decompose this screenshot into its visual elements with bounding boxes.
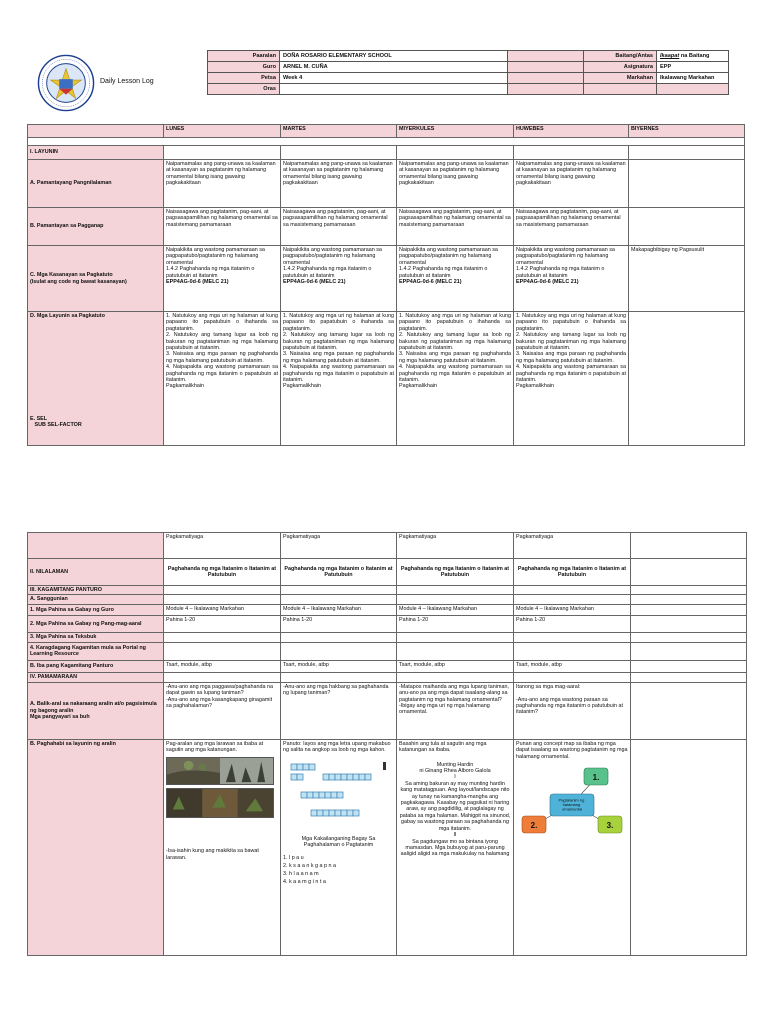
pagganap-thu: Naisasagawa ang pagtatanim, pag-aani, at pagsasapamilihan ng halamang ornamental sa masistemang pamamaraan bbox=[514, 208, 629, 246]
scrambled-word: 2. k s a a n k g a p n a bbox=[283, 862, 337, 869]
header-info-table bbox=[207, 50, 729, 95]
layunin-heading: I. LAYUNIN bbox=[28, 146, 164, 160]
iba-mon: Tsart, module, atbp bbox=[164, 660, 281, 672]
deped-seal-logo bbox=[37, 54, 95, 112]
paghahabi-mon: Pag-aralan ang mga larawan sa ibaba at sagutin ang mga katanungan. -Isa-isahin kung ang makikita sa bawat larawan. bbox=[164, 739, 281, 955]
day-header: BIYERNES bbox=[629, 125, 745, 138]
gabay-mag-thu: Pahina 1-20 bbox=[514, 615, 631, 632]
pamamaraan-heading: IV. PAMAMARAAN bbox=[28, 672, 164, 682]
asignatura-value: EPP bbox=[657, 62, 729, 73]
sel-wed: Pagkamatiyaga bbox=[397, 533, 514, 559]
concept-label-1: 1. bbox=[592, 773, 600, 783]
kasanayan-wed: Naipakikita ang wastong pamamaraan sa pagpapatubo/pagtatanim ng halamang ornamental 1.4.2 Paghahanda ng mga itatanim o patutubuin at itatanim EPP4AG-0d-6 (MELC 21) bbox=[397, 246, 514, 312]
gabay-mag-tue: Pahina 1-20 bbox=[281, 615, 397, 632]
layunin-tue: 1. Natutukoy ang mga uri ng halaman at kung papaano ito papatubuin o ihahanda sa pagtatanim. 2. Natutukoy ang tamang lugar sa loob ng bakuran ng pagtataniman ng mga halamang papatubuin at itatanim. 3. Naisaisa ang mga paraan ng paghahanda ng mga halamang patutubuin at itatanim. 4. Naipapakita ang wastong pamamaraan sa paghahanda ng mga itatanim o papatubuin at itatanim. Pagkamalikhain bbox=[281, 312, 397, 446]
pangnilalaman-mon: Naipamamalas ang pang-unawa sa kaalaman at kasanayan sa pagtatanim ng halamang ornamental bilang isang gawaing pagkakakitaan bbox=[164, 160, 281, 208]
pangnilalaman-tue: Naipamamalas ang pang-unawa sa kaalaman at kasanayan sa pagtatanim ng halamang ornamental bilang isang gawaing pagkakakitaan bbox=[281, 160, 397, 208]
nilalaman-wed: Paghahanda ng mga Itatanim o Itatanim at Patutubuin bbox=[397, 559, 514, 586]
day-header: MARTES bbox=[281, 125, 397, 138]
baitang-value: Ikaapat na Baitang bbox=[657, 51, 729, 62]
paaralan-label: Paaralan bbox=[208, 51, 280, 62]
gabay-mag-label: 2. Mga Pahina sa Gabay ng Pang-mag-aaral bbox=[28, 615, 164, 632]
scrambled-word: 3. h l a a n a m bbox=[283, 870, 319, 877]
pamantayang-pangnilalaman-label: A. Pamantayang Pangnilalaman bbox=[28, 160, 164, 208]
pangnilalaman-thu: Naipamamalas ang pang-unawa sa kaalaman at kasanayan sa pagtatanim ng halamang ornamental bilang isang gawaing pagkakakitaan bbox=[514, 160, 629, 208]
balik-aral-mon: -Anu-ano ang mga paggawa/paghahanda na dapat gawin sa lupang taniman? -Anu-ano ang mga kasangkapang ginagamit sa paghahalaman? bbox=[164, 682, 281, 739]
iba-tue: Tsart, module, atbp bbox=[281, 660, 397, 672]
concept-label-3: 3. bbox=[606, 821, 614, 831]
garden-photo-1 bbox=[166, 757, 274, 785]
pagganap-tue: Naisasagawa ang pagtatanim, pag-aani, at pagsasapamilihan ng halamang ornamental sa masistemang pamamaraan bbox=[281, 208, 397, 246]
nilalaman-tue: Paghahanda ng mga Itatanim o Itatanim at Patutubuin bbox=[281, 559, 397, 586]
guro-value: ARNEL M. CUÑA bbox=[280, 62, 508, 73]
gabay-guro-mon: Module 4 – Ikalawang Markahan bbox=[164, 604, 281, 615]
iba-pang-kagamitan-label: B. Iba pang Kagamitang Panturo bbox=[28, 660, 164, 672]
iba-wed: Tsart, module, atbp bbox=[397, 660, 514, 672]
balik-aral-wed: -Matapos maihanda ang mga lupang taniman, anu-ano pa ang mga dapat isaalang-alang sa pagtatanim ng mga halamang ornamental? -Ibigay ang mga uri ng mga halamang ornamental. bbox=[397, 682, 514, 739]
teksbuk-label: 3. Mga Pahina sa Teksbuk bbox=[28, 632, 164, 642]
pagganap-wed: Naisasagawa ang pagtatanim, pag-aani, at pagsasapamilihan ng halamang ornamental sa masistemang pamamaraan bbox=[397, 208, 514, 246]
layunin-wed: 1. Natutukoy ang mga uri ng halaman at kung papaano ito papatubuin o ihahanda sa pagtatanim. 2. Natutukoy ang tamang lugar sa loob ng bakuran ng pagtataniman ng mga halamang papatubuin at itatanim. 3. Naisaisa ang mga paraan ng paghahanda ng mga halamang patutubuin at itatanim. 4. Naipapakita ang wastong pamamaraan sa paghahanda ng mga itatanim o papatubuin at itatanim. Pagkamalikhain bbox=[397, 312, 514, 446]
layunin-thu: 1. Natutukoy ang mga uri ng halaman at kung papaano ito papatubuin o ihahanda sa pagtatanim. 2. Natutukoy ang tamang lugar sa loob ng bakuran ng pagtataniman ng mga halamang papatubuin at itatanim. 3. Naisaisa ang mga paraan ng paghahanda ng mga halamang patutubuin at itatanim. 4. Naipapakita ang wastong pamamaraan sa paghahanda ng mga itatanim o papatubuin at itatanim. Pagkamalikhain bbox=[514, 312, 629, 446]
petsa-value: Week 4 bbox=[280, 73, 508, 84]
concept-label-2: 2. bbox=[530, 821, 538, 831]
asignatura-label: Asignatura bbox=[584, 62, 657, 73]
paghahabi-wed: Basahin ang tula at sagutin ang mga katanungan sa ibaba. Munting Hardin ni Ginang Rhea Alboro Galola I Sa aming bakuran ay may munting hardin kang matatagpuan. Ang layout/landscape nito ay tunay na kamangha-mangha ang pagkakagawa. Kasabay ng pagsikat ni haring araw, ay ang pagdidilig, at paglalagay ng pataba sa mga halaman. Mahigpit na sinunod, gabay sa wastong paraan sa paghahanda ng mga itatanim. II Sa pagdungaw mo sa bintana iyong mamasdan. Mga bubuyog at paru-parung aaligid aligid sa mga makukulay na halamang bbox=[397, 739, 514, 955]
baitang-label: Baitang/Antas bbox=[584, 51, 657, 62]
gabay-guro-wed: Module 4 – Ikalawang Markahan bbox=[397, 604, 514, 615]
balik-aral-tue: -Anu-ano ang mga hakbang sa paghahanda ng lupang taniman? bbox=[281, 682, 397, 739]
day-header: LUNES bbox=[164, 125, 281, 138]
paaralan-value: DOÑA ROSARIO ELEMENTARY SCHOOL bbox=[280, 51, 508, 62]
paghahabi-label: B. Paghahabi sa layunin ng aralin bbox=[28, 739, 164, 955]
nilalaman-table bbox=[27, 532, 747, 956]
kasanayan-label: C. Mga Kasanayan sa Pagkatuto (Isulat ang code ng bawat kasanayan) bbox=[28, 246, 164, 312]
oras-value bbox=[280, 84, 508, 95]
gabay-mag-mon: Pahina 1-20 bbox=[164, 615, 281, 632]
scrambled-word: 1. l p a u bbox=[283, 854, 304, 861]
sel-label: E. SEL SUB SEL-FACTOR bbox=[30, 416, 82, 429]
gabay-mag-wed: Pahina 1-20 bbox=[397, 615, 514, 632]
balik-aral-thu: Itanong sa mga mag-aaral: -Anu-ano ang mga wastong paraan sa paghahanda ng mga itatanim o patutubuin at itatanim? bbox=[514, 682, 631, 739]
pangnilalaman-wed: Naipamamalas ang pang-unawa sa kaalaman at kasanayan sa pagtatanim ng halamang ornamental bilang isang gawaing pagkakakitaan bbox=[397, 160, 514, 208]
poem-munting-hardin: Munting Hardin ni Ginang Rhea Alboro Galola I Sa aming bakuran ay may munting hardin kang matatagpuan. Ang layout/landscape nito ay tunay na kamangha-mangha ang pagkakagawa. Kasabay ng pagsikat ni haring araw, ay ang pagdidilig, at paglalagay ng pataba sa mga halaman. Mahigpit na sinunod, gabay sa wastong paraan sa paghahanda ng mga itatanim. II Sa pagdungaw mo sa bintana iyong mamasdan. Mga bubuyog at paru-parung aaligid aligid sa mga makukulay na halamang bbox=[399, 761, 511, 858]
balik-aral-label: A. Balik-aral sa nakaraang aralin at/o pagsisimula ng bagong aralin Mga pangyayari sa buh bbox=[28, 682, 164, 739]
garden-photo-2 bbox=[166, 788, 274, 818]
kasanayan-thu: Naipakikita ang wastong pamamaraan sa pagpapatubo/pagtatanim ng halamang ornamental 1.4.2 Paghahanda ng mga itatanim o patutubuin at itatanim EPP4AG-0d-6 (MELC 21) bbox=[514, 246, 629, 312]
pagganap-mon: Naisasagawa ang pagtatanim, pag-aani, at pagsasapamilihan ng halamang ornamental sa masistemang pamamaraan bbox=[164, 208, 281, 246]
nilalaman-thu: Paghahanda ng mga Itatanim o Itatanim at Patutubuin bbox=[514, 559, 631, 586]
day-header: HUWEBES bbox=[514, 125, 629, 138]
dll-header bbox=[33, 50, 728, 116]
concept-map bbox=[516, 764, 628, 836]
concept-center-label: Pagtatanim ng halamang ornamental bbox=[558, 797, 585, 812]
day-header: MIYERKULES bbox=[397, 125, 514, 138]
scrambled-word: 4. k a a m g i n t a bbox=[283, 878, 326, 885]
word-puzzle-boxes bbox=[289, 760, 389, 830]
nilalaman-label: II. NILALAMAN bbox=[28, 559, 164, 586]
kasanayan-mon: Naipakikita ang wastong pamamaraan sa pagpapatubo/pagtatanim ng halamang ornamental 1.4.2 Paghahanda ng mga itatanim o patutubuin at itatanim EPP4AG-0d-6 (MELC 21) bbox=[164, 246, 281, 312]
kagamitan-heading: III. KAGAMITANG PANTURO bbox=[28, 586, 164, 595]
guro-label: Guro bbox=[208, 62, 280, 73]
petsa-label: Petsa bbox=[208, 73, 280, 84]
gabay-guro-tue: Module 4 – Ikalawang Markahan bbox=[281, 604, 397, 615]
paghahabi-tue: Panuto: Iayos ang mga letra upang makabuo ng salita na angkop sa loob ng mga kahon. Mga Kakailanganing Bagay Sa Paghahalaman o Pagtatanim 1. l p a u 2. k s a a n k g a p n a 3. h l a a n a m 4. k a a m g i n t a bbox=[281, 739, 397, 955]
gabay-guro-thu: Module 4 – Ikalawang Markahan bbox=[514, 604, 631, 615]
markahan-label: Markahan bbox=[584, 73, 657, 84]
sel-tue: Pagkamatiyaga bbox=[281, 533, 397, 559]
iba-thu: Tsart, module, atbp bbox=[514, 660, 631, 672]
sel-thu: Pagkamatiyaga bbox=[514, 533, 631, 559]
nilalaman-mon: Paghahanda ng mga Itatanim o Itatanim at Patutubuin bbox=[164, 559, 281, 586]
sanggunian-heading: A. Sanggunian bbox=[28, 595, 164, 604]
kasanayan-tue: Naipakikita ang wastong pamamaraan sa pagpapatubo/pagtatanim ng halamang ornamental 1.4.2 Paghahanda ng mga itatanim o patutubuin at itatanim EPP4AG-0d-6 (MELC 21) bbox=[281, 246, 397, 312]
mga-layunin-label: D. Mga Layunin sa Pagkatuto E. SEL SUB SEL-FACTOR bbox=[28, 312, 164, 446]
day-header-row bbox=[28, 125, 745, 138]
layunin-mon: 1. Natutukoy ang mga uri ng halaman at kung papaano ito papatubuin o ihahanda sa pagtatanim. 2. Natutukoy ang tamang lugar sa loob ng bakuran ng pagtataniman ng mga halamang papatubuin at itatanim. 3. Naisaisa ang mga paraan ng paghahanda ng mga halamang patutubuin at itatanim. 4. Naipapakita ang wastong pamamaraan sa paghahanda ng mga itatanim o papatubuin at itatanim. Pagkamalikhain bbox=[164, 312, 281, 446]
markahan-value: Ikalawang Markahan bbox=[657, 73, 729, 84]
karagdagan-label: 4. Karagdagang Kagamitan mula sa Portal ng Learning Resource bbox=[28, 642, 164, 660]
pamantayan-pagganap-label: B. Pamantayan sa Pagganap bbox=[28, 208, 164, 246]
oras-label: Oras bbox=[208, 84, 280, 95]
document-title: Daily Lesson Log bbox=[100, 78, 154, 85]
layunin-table bbox=[27, 124, 745, 446]
paghahabi-thu: Punan ang concept map sa ibaba ng mga dapat isaalang sa wastong pagtatanim ng mga halamang ornamental. 1. Pagtatanim ng halamang ornamental 2. 3. bbox=[514, 739, 631, 955]
gabay-guro-label: 1. Mga Pahina sa Gabay ng Guro bbox=[28, 604, 164, 615]
sel-mon: Pagkamatiyaga bbox=[164, 533, 281, 559]
kasanayan-fri: Makapagbibigay ng Pagsusulit bbox=[629, 246, 745, 312]
